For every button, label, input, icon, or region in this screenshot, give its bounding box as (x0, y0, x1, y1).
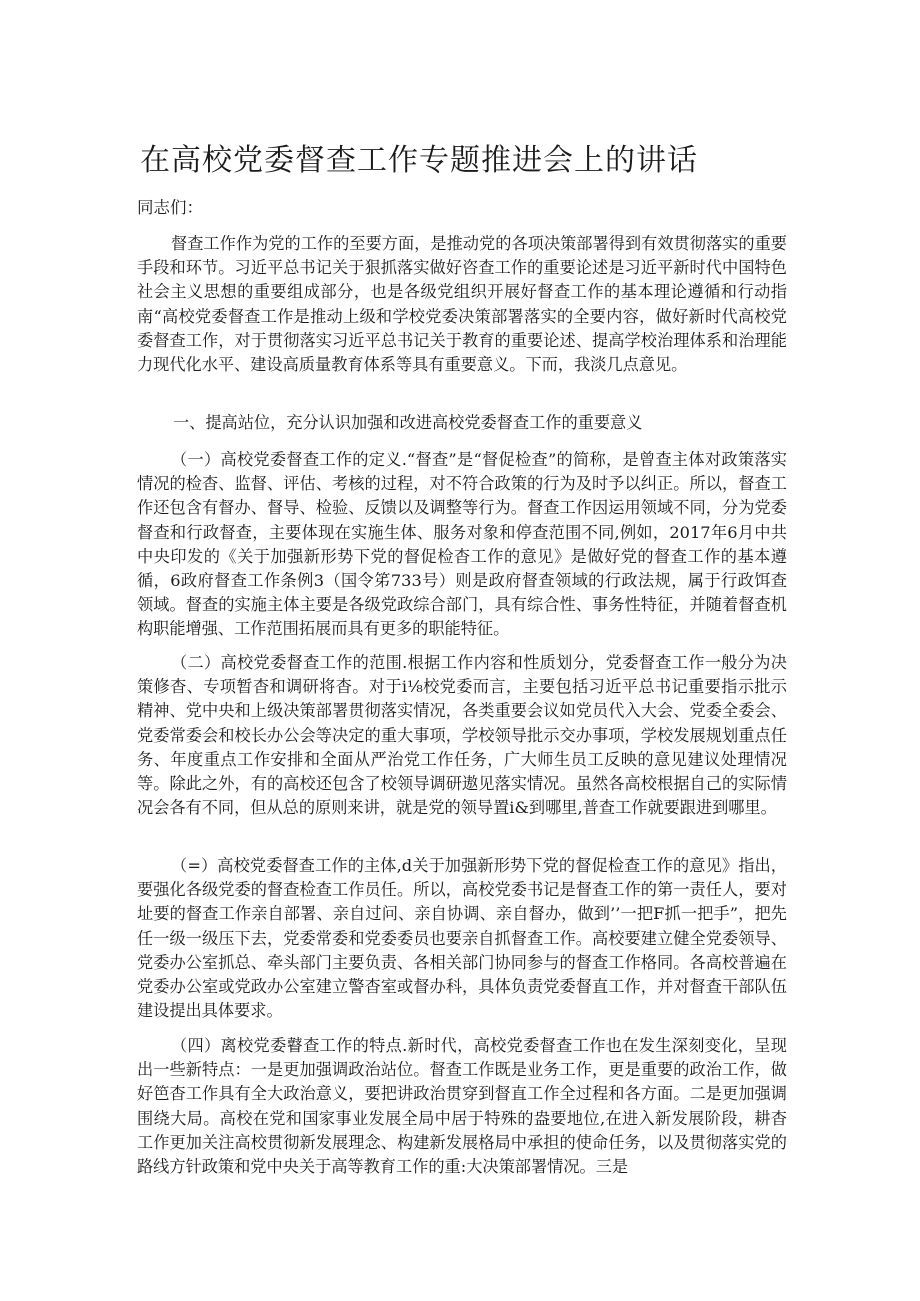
salutation: 同志们： (137, 198, 203, 217)
subsection-paragraph-3: （=）高校党委督查工作的主体,d关于加强新形势下党的督促检查工作的意见》指出，要强化各级党委的督查检查工作员任。所以，高校党委书记是督查工作的第一责任人，要对址要的督查工作亲自部署、亲自过问、亲自协调、亲自督办，做到’’一把F抓一把手”，把先任一级一级压下去，党委常委和党委委员也要亲自抓督查工作。高校要建立健全党委领导、党委办公室抓总、牵头部门主要负责、各相关部门协同参与的督查工作格同。各高校普遍在党委办公室或党政办公室建立警杳室或督办科，具体负责党委督直工作，并对督查干部队伍建设提出具体要求。 (137, 856, 787, 1021)
document-title: 在高校党委督查工作专题推进会上的讲话 (140, 143, 698, 178)
subsection-paragraph-4: （四）离校党委瞽查工作的特点.新时代，高校党委督查工作也在发生深刻变化，呈现出一些新特点：一是更加强调政治站位。督查工作既是业务工作，更是重要的政治工作，做好笆杳工作具有全大政治意义，要把讲政治贯穿到督直工作全过程和各方面。二是更加强调围绕大局。高校在党和国家事业发展全局中居于特殊的盎要地位,在进入新发展阶段，耕杳工作更加关注高校贯彻新发展理念、构建新发展格局中承担的使命任务，以及贯彻落实党的路线方针政策和党中央关于高等教育工作的重:大决策部署情况。三是 (137, 1036, 787, 1177)
intro-paragraph: 督查工作作为党的工作的至要方面，是推动党的各项决策部署得到有效贯彻落实的重要手段和环节。习近平总书记关于狠抓落实做好咨查工作的重要论述是习近平新时代中国特色社会主义思想的重要组成部分，也是各级党组织开展好督查工作的基本理论遵循和行动指南“高校党委督查工作是推动上级和学校党委决策部署落实的全要内容，做好新时代高校党委督查工作，对于贯彻落实习近平总书记关于教育的重要论述、提高学校治理体系和治理能力现代化水平、建设高质量教育体系等具有重要意义。下而，我淡几点意见。 (137, 234, 787, 375)
subsection-paragraph-2: （二）高校党委督查工作的范围.根据工作内容和性质划分，党委督查工作一般分为决策修杳、专项暂杳和调研将杳。对于i⅛校党委而言，主要包括习近平总书记重要指示批示精神、党中央和上级决策部署贯彻落实情况，各类重要会议如党员代入大会、党委全委会、党委常委会和校长办公会等决定的重大事项，学校领导批示交办事项，学校发展规划重点任务、年度重点工作安排和全面从严治党工作任务，广大师生员工反映的意见建议处理情况等。除此之外，有的高校还包含了校领导调研遨见落实情况。虽然各高校根据自己的实际情况会各有不同，但从总的原则来讲，就是党的领导置i&到哪里,普查工作就要跟进到哪里。 (137, 653, 787, 818)
section-heading-1: 一、提高站位，充分认识加强和改进高校党委督查工作的重要意义 (173, 413, 643, 432)
subsection-paragraph-1: （一）高校党委督查工作的定义.“督查”是“督促检查”的简称，是曾查主体对政策落实情况的检杳、监督、评估、考核的过程，对不符合政策的行为及时予以纠正。所以，督查工作还包含有督办、督导、检验、反馈以及调整等行为。督查工作因运用领域不同，分为党委督查和行政督查，主要体现在实施生体、服务对象和停查范围不同,例如，2017年6月中共中央印发的《关于加强新形势下党的督促检杳工作的意见》是做好党的督查工作的基本遵循，6政府督查工作条例3（国令笫733号）则是政府督查领域的行政法规，属于行政饵查领域。督查的实施主体主要是各级党政综合部门，具有综合性、事务性特征，并随着督查机构职能增强、工作范围拓展而具有更多的职能特征。 (137, 450, 787, 639)
